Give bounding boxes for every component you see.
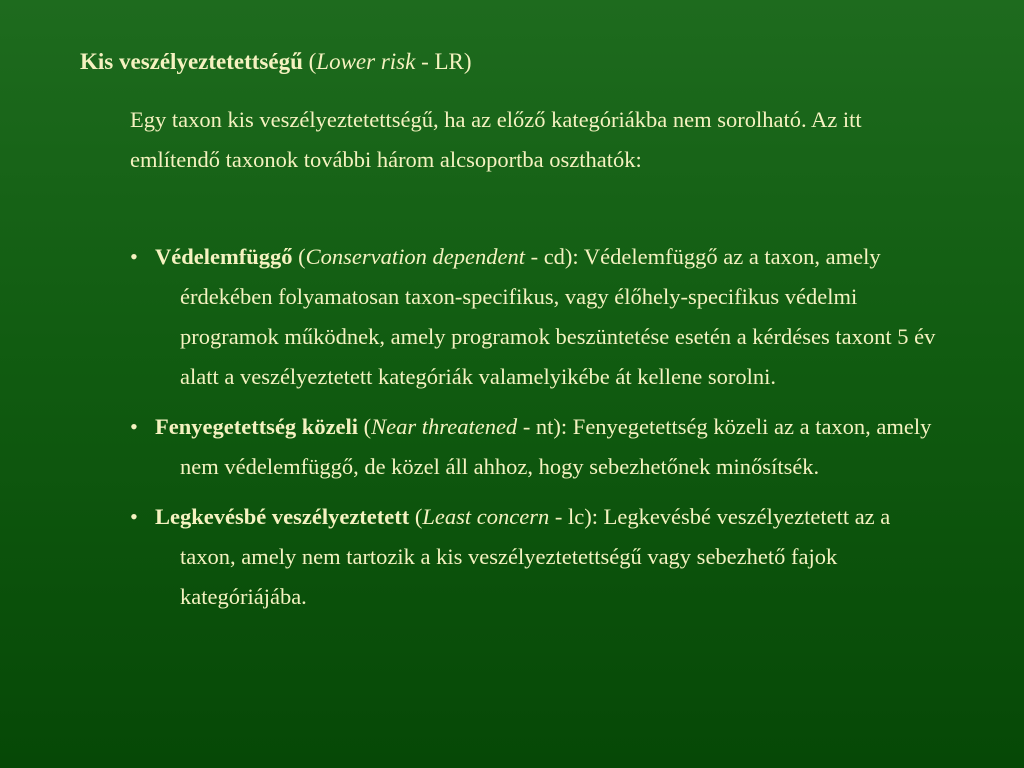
bullet-term: Fenyegetettség közeli xyxy=(155,414,359,439)
list-item-near-threatened xyxy=(130,407,942,487)
category-list xyxy=(130,237,942,627)
bullet-term: Védelemfüggő xyxy=(155,244,293,269)
bullet-description: - cd): Védelemfüggő az a taxon, amely érdekében folyamatosan taxon-specifikus, vagy élőhely-specifikus védelmi programok működnek, amely programok beszüntetése esetén a kérdéses taxont 5 év alatt a veszélyeztetett kategóriák valamelyikébe át kellene sorolni. xyxy=(180,244,936,389)
bullet-marker: • xyxy=(130,504,138,529)
bullet-description: - nt): Fenyegetettség közeli az a taxon, amely nem védelemfüggő, de közel áll ahhoz, hogy sebezhetőnek minősítsék. xyxy=(180,414,932,479)
bullet-marker: • xyxy=(130,414,138,439)
intro-paragraph: Egy taxon kis veszélyeztetettségű, ha az előző kategóriákba nem sorolható. Az itt említendő taxonok további három alcsoportba oszthatók: xyxy=(130,107,862,172)
heading-term: Kis veszélyeztetettségű xyxy=(80,49,303,74)
heading-abbreviation: - LR) xyxy=(415,49,472,74)
bullet-open-paren: ( xyxy=(292,244,306,269)
bullet-term: Legkevésbé veszélyeztetett xyxy=(155,504,410,529)
bullet-english-term: Near threatened xyxy=(371,414,518,439)
bullet-marker: • xyxy=(130,244,138,269)
bullet-english-term: Least concern xyxy=(422,504,550,529)
list-item-least-concern xyxy=(130,497,942,617)
bullet-open-paren: ( xyxy=(358,414,372,439)
list-item-conservation-dependent xyxy=(130,237,942,397)
heading-english-term: Lower risk xyxy=(316,49,416,74)
bullet-description: - lc): Legkevésbé veszélyeztetett az a taxon, amely nem tartozik a kis veszélyeztetettségű vagy sebezhető fajok kategóriájába. xyxy=(180,504,891,609)
bullet-open-paren: ( xyxy=(409,504,423,529)
heading-open-paren: ( xyxy=(302,49,317,74)
bullet-english-term: Conservation dependent xyxy=(305,244,525,269)
slide-heading xyxy=(80,47,472,77)
